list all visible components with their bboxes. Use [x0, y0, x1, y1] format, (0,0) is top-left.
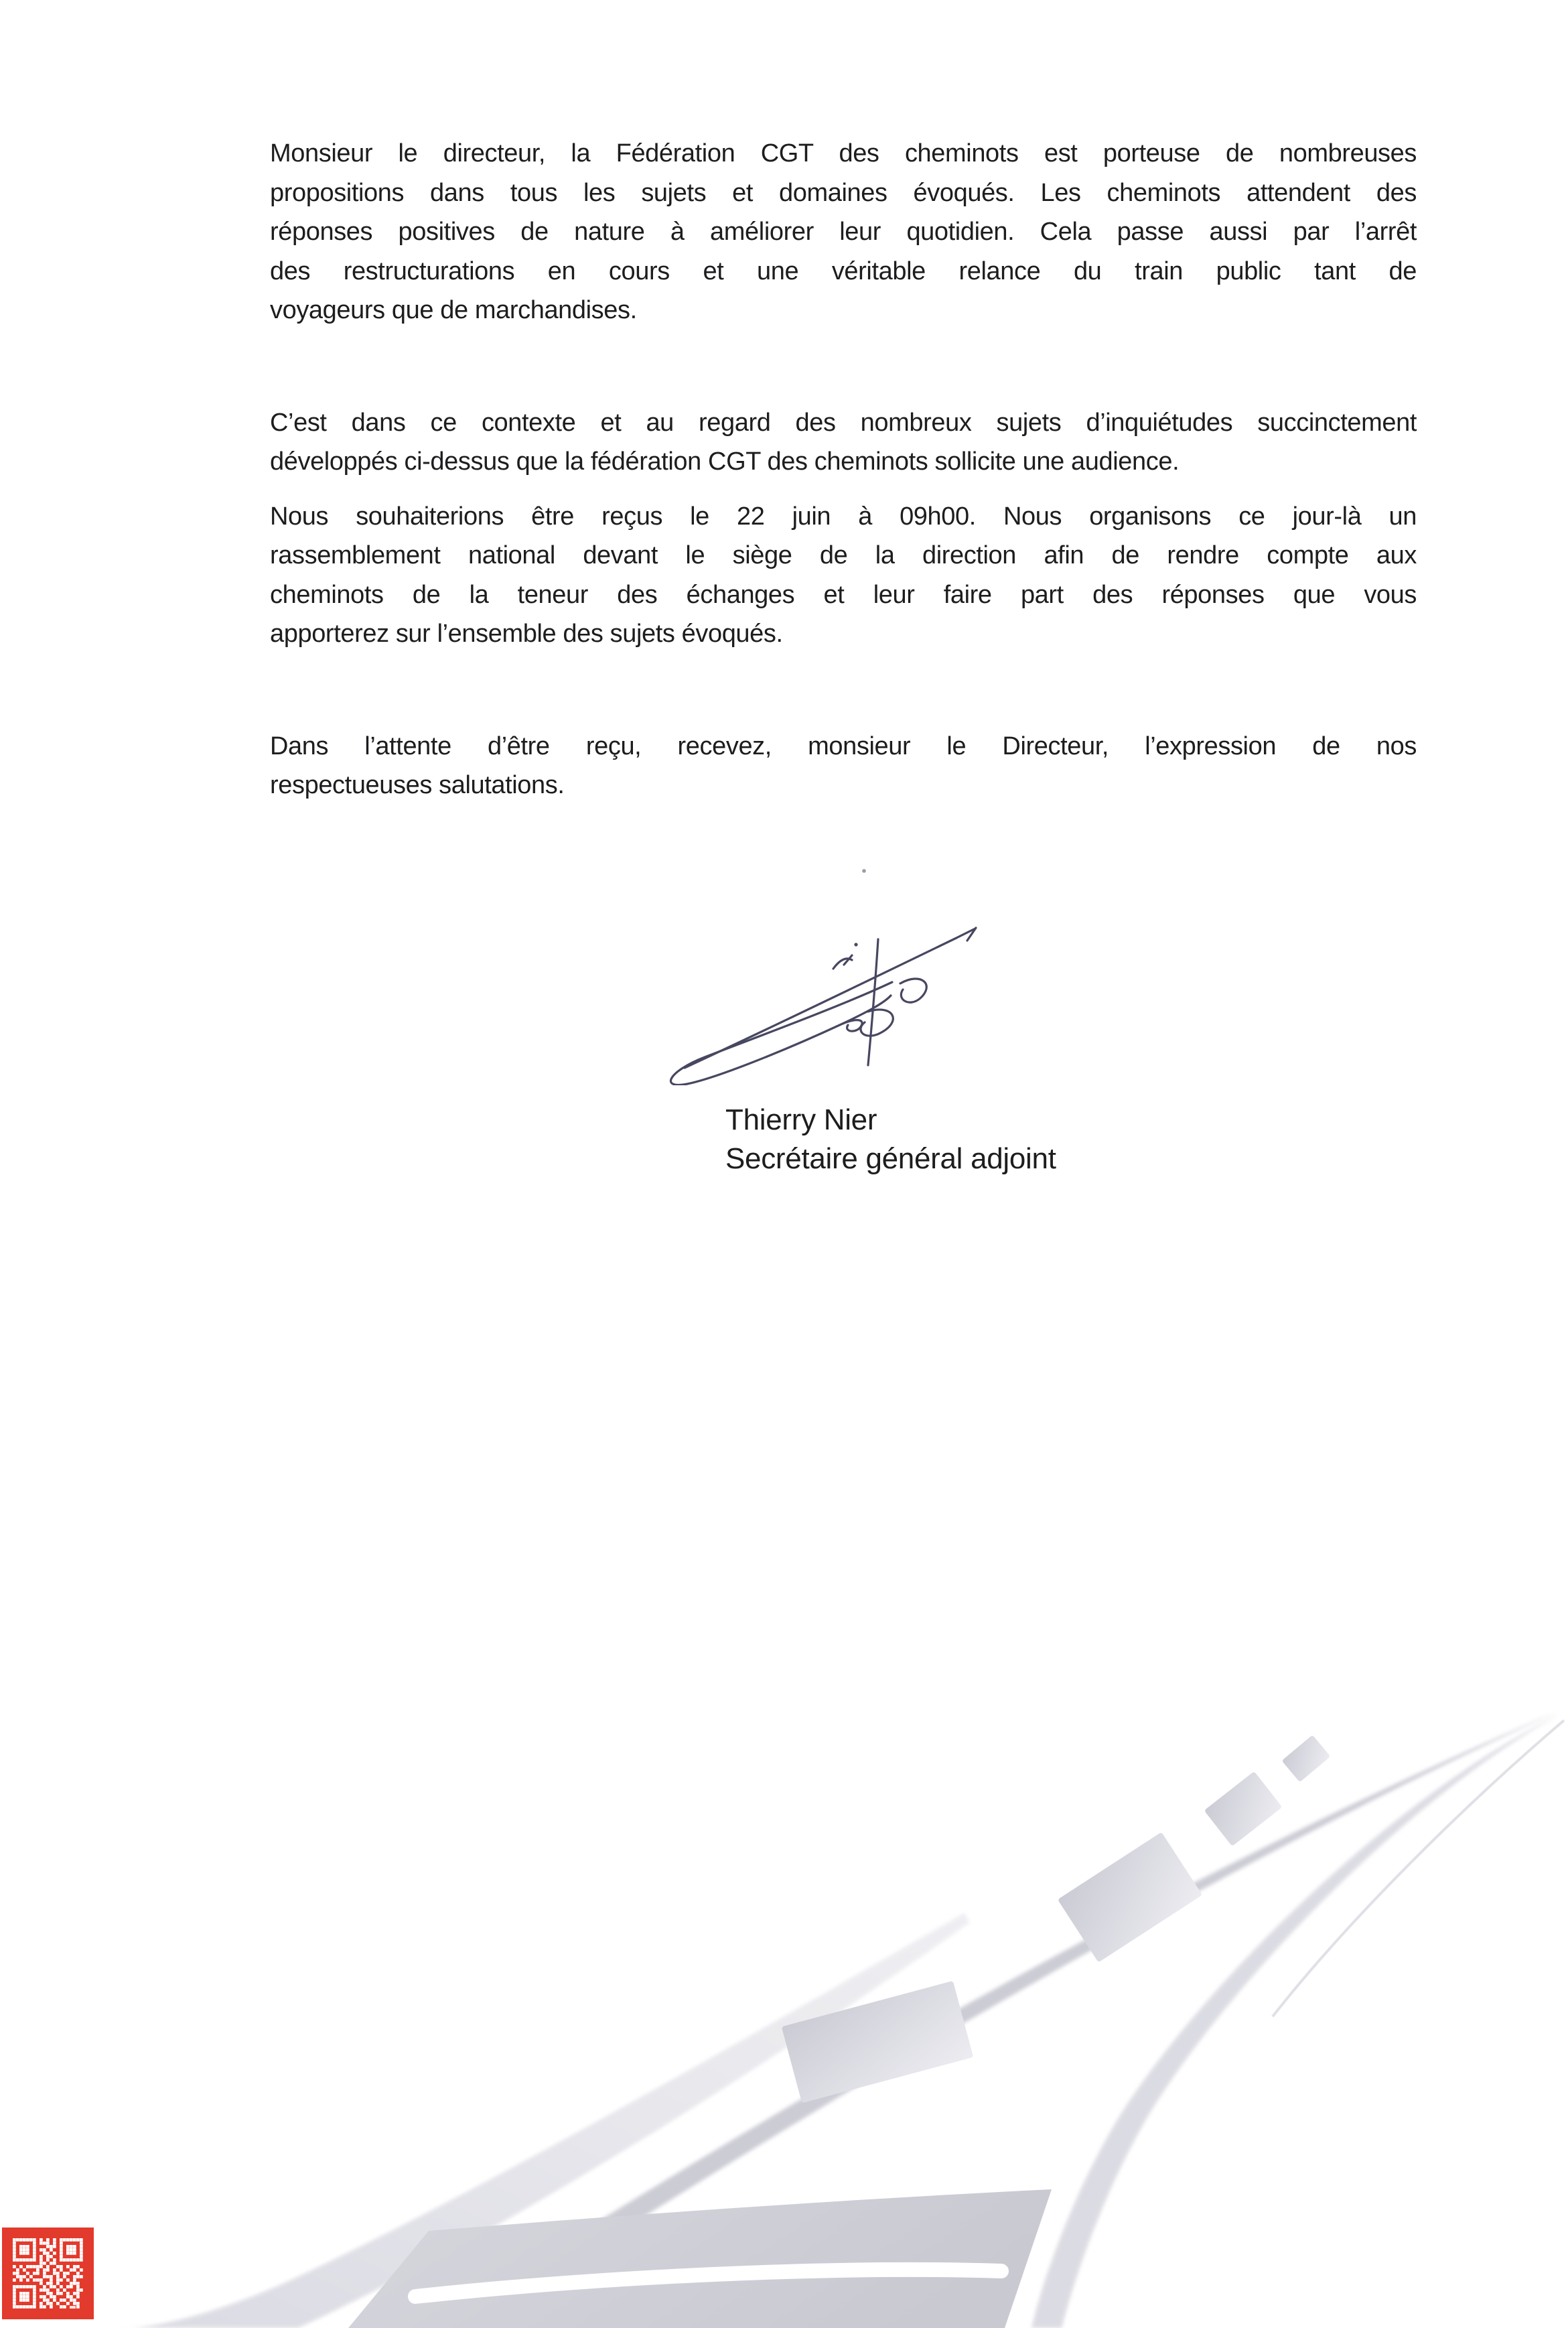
- paragraph-line: rassemblement national devant le siège de la direction afin de rendre compte aux: [270, 541, 1417, 569]
- paragraph-line: Nous souhaiterions être reçus le 22 juin à 09h00. Nous organisons ce jour-là un: [270, 502, 1417, 531]
- paragraph-gap: [270, 669, 1417, 727]
- paragraph-line: C’est dans ce contexte et au regard des nombreux sujets d’inquiétudes succinctement: [270, 408, 1417, 437]
- signer-name: Thierry Nier: [725, 1103, 877, 1136]
- road-highlight: [415, 2270, 1001, 2297]
- paragraph-line: des restructurations en cours et une véritable relance du train public tant de: [270, 257, 1417, 285]
- streak-band: [117, 1913, 970, 2328]
- paragraph-line: réponses positives de nature à améliorer leur quotidien. Cela passe aussi par l’arrêt: [270, 218, 1417, 246]
- paragraph-3: [270, 497, 1417, 654]
- paragraph-4: [270, 727, 1417, 805]
- paragraph-gap: [270, 346, 1417, 403]
- road-dashes: [782, 1735, 1331, 2104]
- paragraph-line: Monsieur le directeur, la Fédération CGT des cheminots est porteuse de nombreuses: [270, 139, 1417, 167]
- paragraph-line: cheminots de la teneur des échanges et leur faire part des réponses que vous: [270, 580, 1417, 609]
- paragraph-line: voyageurs que de marchandises.: [270, 296, 637, 324]
- paragraph-line: propositions dans tous les sujets et domaines évoqués. Les cheminots attendent des: [270, 178, 1417, 207]
- ink-mark: [854, 943, 857, 946]
- road-right-edge: [1031, 1714, 1561, 2328]
- letter-body: [270, 134, 1417, 821]
- paragraph-line: développés ci-dessus que la fédération CGT des cheminots sollicite une audience.: [270, 448, 1180, 476]
- road-left-edge: [429, 1710, 1561, 2328]
- paragraph-line: Dans l’attente d’être reçu, recevez, monsieur le Directeur, l’expression de nos: [270, 732, 1417, 760]
- qr-code: [2, 2228, 94, 2319]
- qr-pattern: [2, 2228, 94, 2319]
- road-faint-line: [1273, 1720, 1564, 2016]
- signature-image: [643, 858, 991, 1085]
- signer-title: Secrétaire général adjoint: [725, 1142, 1056, 1175]
- paragraph-line: respectueuses salutations.: [270, 771, 565, 799]
- railway-road-graphic: [0, 1702, 1568, 2328]
- road-bottom-slab: [348, 2189, 1052, 2328]
- signature-block: [725, 1101, 1056, 1178]
- paragraph-line: apporterez sur l’ensemble des sujets évoqués.: [270, 620, 783, 648]
- ink-speck: [862, 869, 866, 873]
- paragraph-2: [270, 403, 1417, 482]
- qr-micro-mark: [70, 2306, 76, 2309]
- paragraph-1: [270, 134, 1417, 330]
